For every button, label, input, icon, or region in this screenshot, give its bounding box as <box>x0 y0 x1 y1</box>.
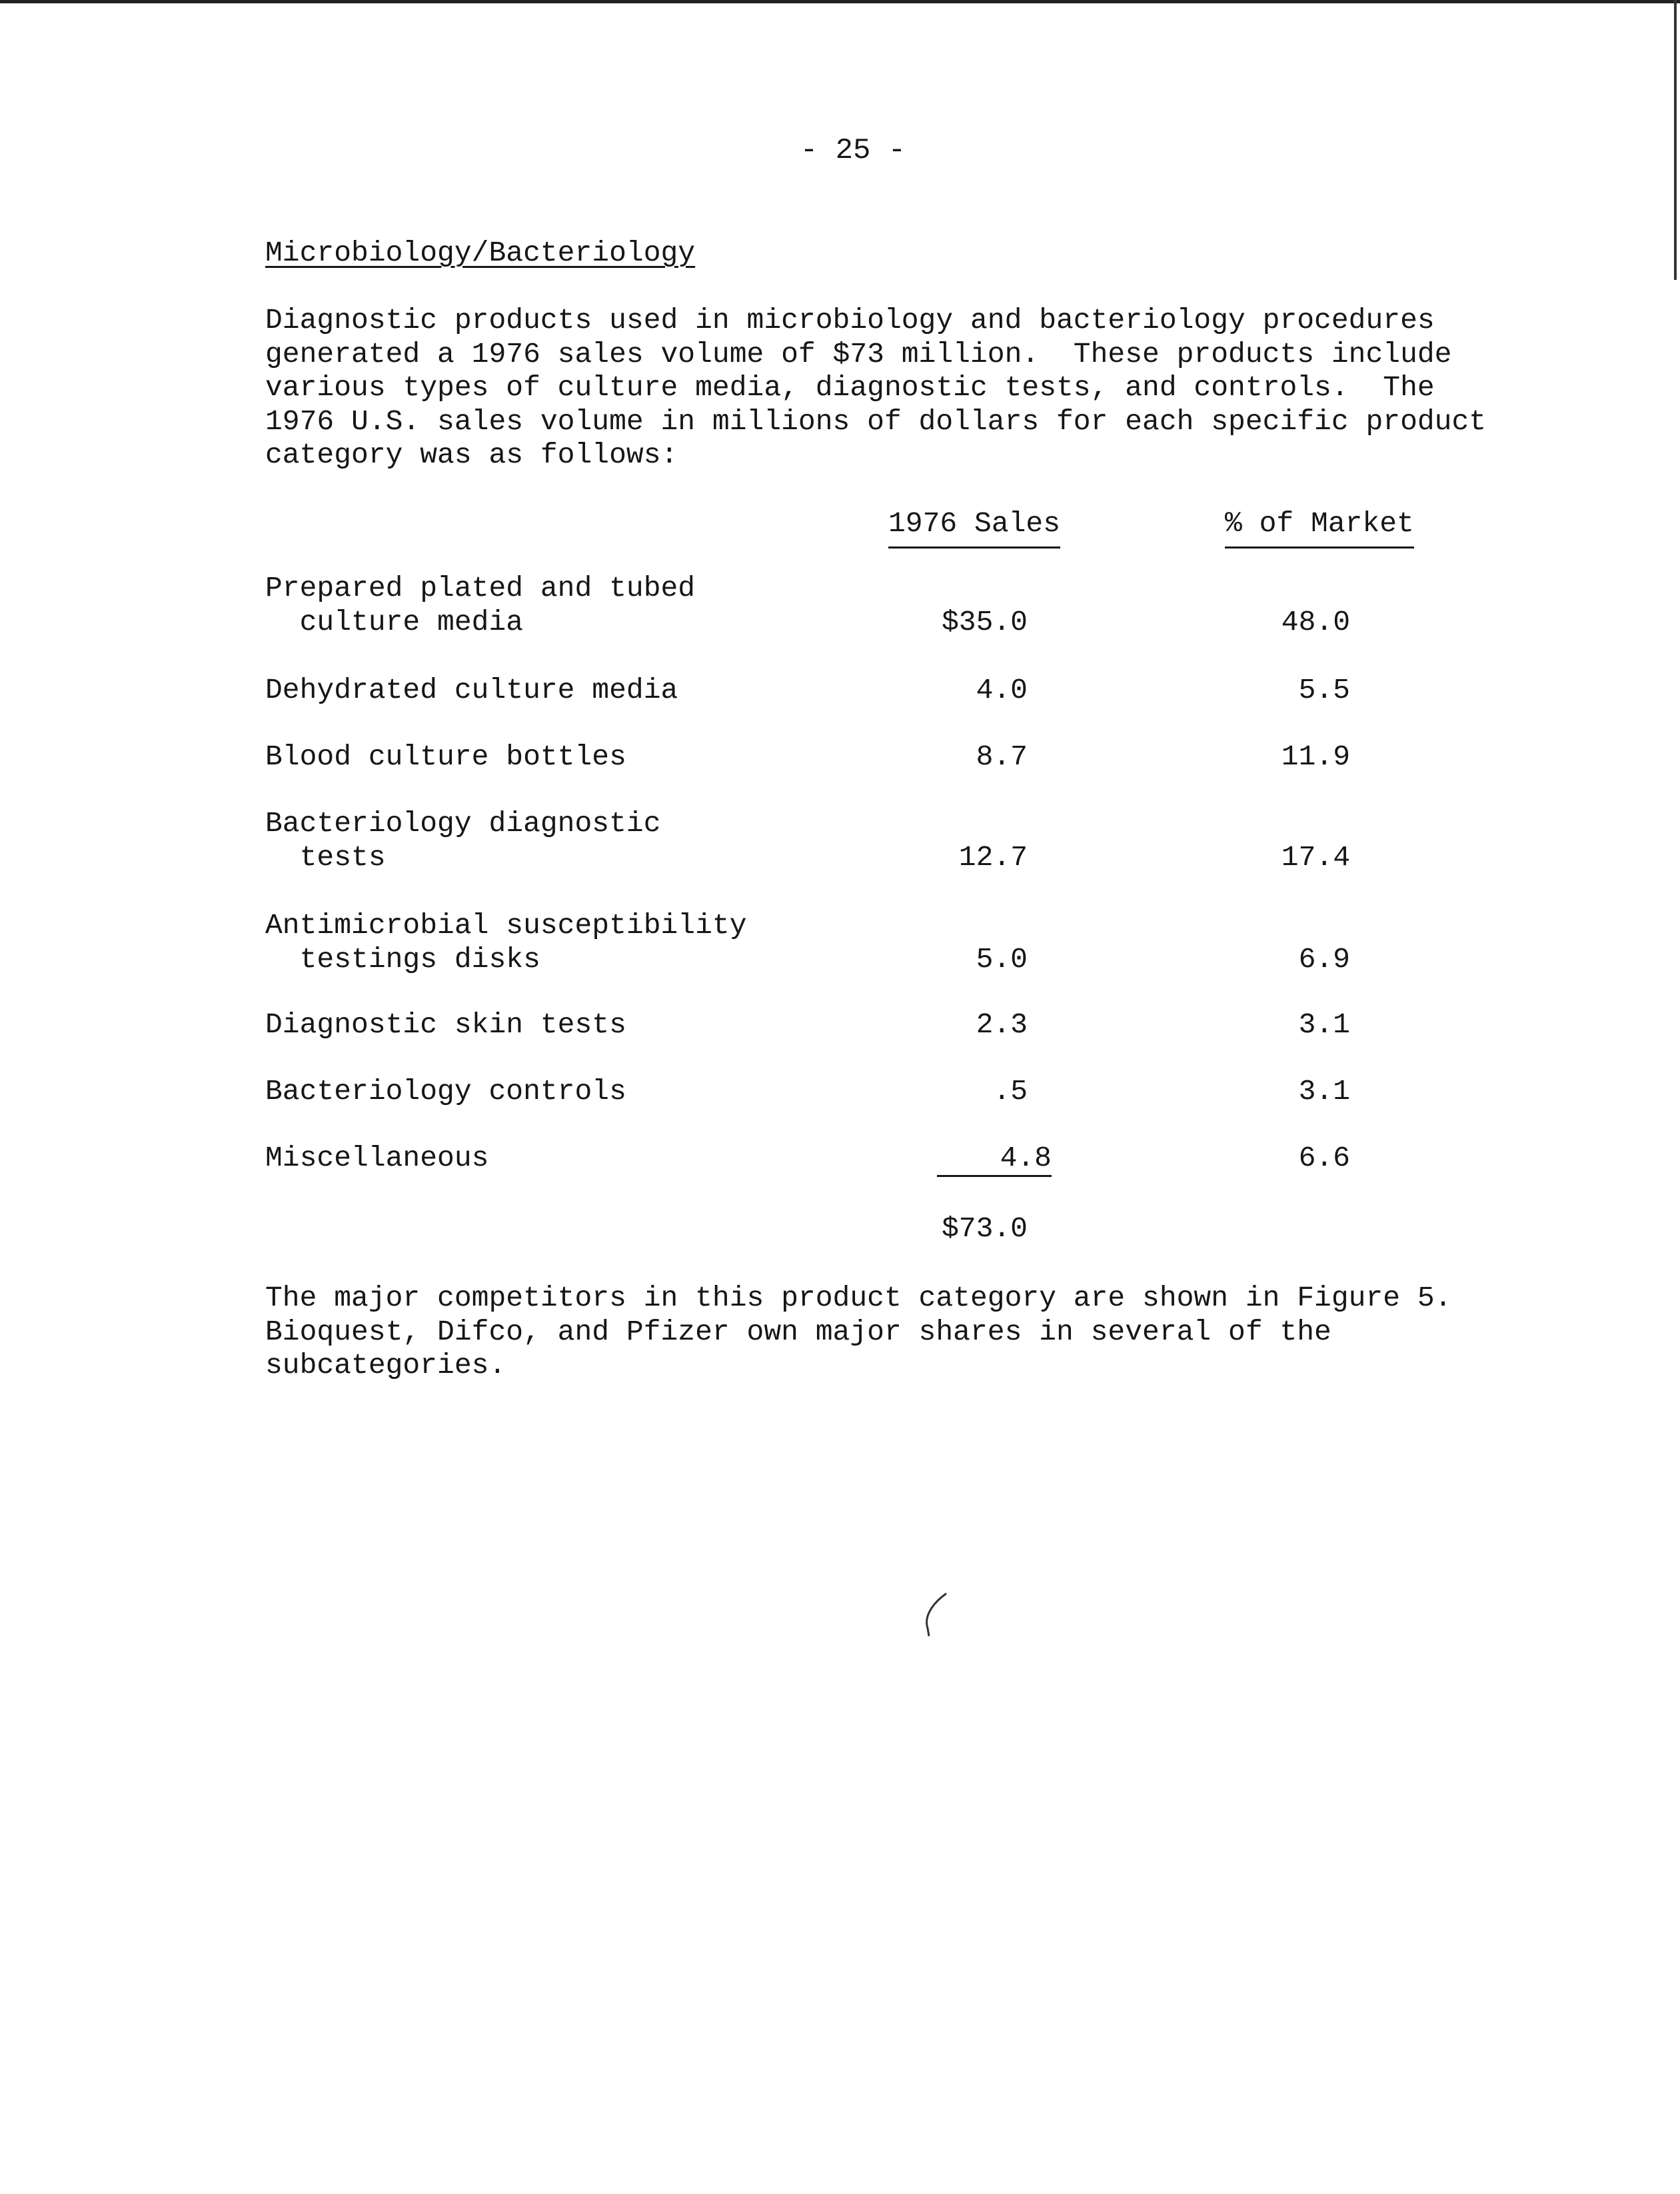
row-market-miscellaneous: 6.6 <box>1298 1142 1350 1174</box>
row-market-dehydrated-media: 5.5 <box>1298 674 1350 706</box>
page-number: - 25 - <box>800 134 906 167</box>
row-sales-diagnostic-tests: 12.7 <box>958 841 1028 874</box>
row-sales-controls: .5 <box>993 1075 1028 1108</box>
row-sales-prepared-media: $35.0 <box>941 606 1028 638</box>
row-label-skin-tests: Diagnostic skin tests <box>265 1008 626 1041</box>
row-market-controls: 3.1 <box>1298 1075 1350 1108</box>
row-label-blood-culture: Blood culture bottles <box>265 740 626 773</box>
row-label-susceptibility-disks: Antimicrobial susceptibility testings disks <box>265 909 747 976</box>
row-market-blood-culture: 11.9 <box>1281 740 1350 773</box>
column-header-sales: 1976 Sales <box>888 505 1060 548</box>
row-label-diagnostic-tests: Bacteriology diagnostic tests <box>265 807 661 874</box>
column-header-market: % of Market <box>1225 505 1414 548</box>
sales-total: $73.0 <box>941 1212 1028 1245</box>
row-market-susceptibility-disks: 6.9 <box>1298 943 1350 976</box>
row-sales-susceptibility-disks: 5.0 <box>976 943 1028 976</box>
row-market-diagnostic-tests: 17.4 <box>1281 841 1350 874</box>
closing-paragraph: The major competitors in this product category are shown in Figure 5. Bioquest, Difco, and Pfizer own major shares in several of the subcategories. <box>265 1282 1452 1382</box>
row-sales-miscellaneous: 4.8 <box>937 1141 1052 1177</box>
row-label-controls: Bacteriology controls <box>265 1075 626 1108</box>
pencil-mark <box>920 1590 953 1643</box>
row-label-prepared-media: Prepared plated and tubed culture media <box>265 572 696 638</box>
row-label-miscellaneous: Miscellaneous <box>265 1142 489 1174</box>
row-sales-blood-culture: 8.7 <box>976 740 1028 773</box>
page-right-edge <box>1674 0 1677 280</box>
row-sales-skin-tests: 2.3 <box>976 1008 1028 1041</box>
row-market-prepared-media: 48.0 <box>1281 606 1350 638</box>
row-label-dehydrated-media: Dehydrated culture media <box>265 674 678 706</box>
page-top-edge <box>0 0 1680 3</box>
row-market-skin-tests: 3.1 <box>1298 1008 1350 1041</box>
intro-paragraph: Diagnostic products used in microbiology and bacteriology procedures generated a 1976 sales volume of $73 million. These products include various types of culture media, diagnostic tests, and controls. The 1976 U.S. sales volume in millions of dollars for each specific product category was as follows: <box>265 304 1487 471</box>
row-sales-dehydrated-media: 4.0 <box>976 674 1028 706</box>
section-heading: Microbiology/Bacteriology <box>265 237 696 269</box>
